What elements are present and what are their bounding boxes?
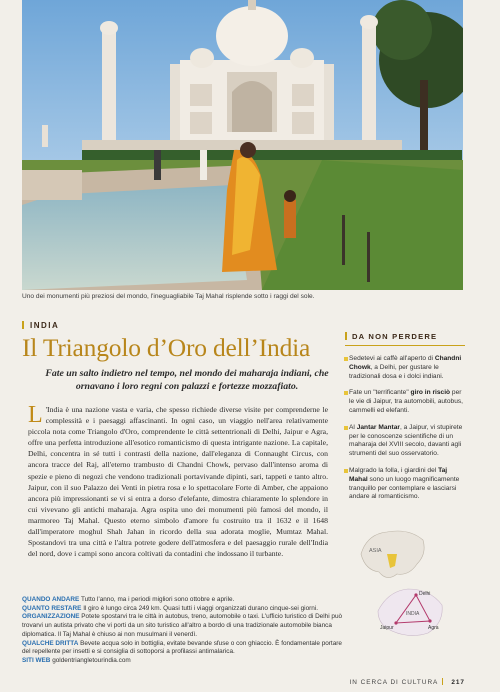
kicker-label: INDIA bbox=[30, 321, 60, 330]
info-text: Il giro è lungo circa 249 km. Quasi tutti i viaggi organizzati durano cinque-sei giorni. bbox=[83, 604, 319, 612]
info-row bbox=[22, 657, 347, 666]
info-text: Tutto l'anno, ma i periodi migliori sono ottobre e aprile. bbox=[80, 596, 235, 603]
info-key: ORGANIZZAZIONE bbox=[22, 613, 80, 621]
page-number: 217 bbox=[451, 679, 465, 686]
sidebar-item: Sedetevi ai caffè all'aperto di Chandni Chowk, a Delhi, per gustare le tradizionali dosa e i dolci indiani. bbox=[345, 355, 465, 381]
sidebar-item-highlight: giro in risciò bbox=[410, 389, 451, 397]
drop-cap: L bbox=[28, 402, 43, 428]
sidebar-heading bbox=[345, 332, 465, 346]
sidebar-item: Al Jantar Mantar, a Jaipur, vi stupirete per le conoscenze scientifiche di un maharaja del XVIII secolo, davanti agli strumenti del suo osservatorio. bbox=[345, 424, 465, 459]
golden-triangle-map bbox=[370, 583, 450, 639]
sidebar-item: Fate un "terrificante" giro in risciò per le vie di Jaipur, tra automobili, autobus, cammelli ed elefanti. bbox=[345, 389, 465, 415]
info-text: Bevete acqua solo in bottiglia, evitate bevande sfuse o con ghiaccio. È fondamentale portare del repellente per insetti e si consiglia di sottoporsi a profilassi antimalarica. bbox=[22, 639, 342, 656]
sidebar-bar bbox=[345, 332, 347, 340]
sidebar-da-non-perdere bbox=[345, 332, 465, 510]
info-row bbox=[22, 640, 347, 657]
info-text: Potete spostarvi tra le città in autobus, treno, automobile o taxi. L'ufficio turistico di Delhi può trovarvi un autista privato che vi porti da un sito turistico all'altro a bordo di una tradizionale automobile bianca diplomatica. Il Taj Mahal è chiuso ai non musulmani il venerdì. bbox=[22, 613, 343, 638]
asia-locator-map bbox=[357, 524, 429, 586]
footer-section: IN CERCA DI CULTURA bbox=[349, 679, 439, 686]
sidebar-item-highlight: Jantar Mantar bbox=[356, 423, 400, 431]
sidebar-item-highlight: Chandni Chowk bbox=[349, 355, 462, 371]
map-label-jaipur: Jaipur bbox=[380, 625, 394, 631]
map-label-india: INDIA bbox=[406, 611, 420, 617]
info-row bbox=[22, 605, 347, 614]
map-label-asia: ASIA bbox=[369, 548, 382, 554]
practical-info bbox=[22, 596, 347, 666]
body-paragraph: 'India è una nazione vasta e varia, che spesso richiede diverse visite per comprenderne le complessità e i paesaggi affascinanti. In ogni caso, un viaggio nell'area relativamente piccola nota come Triangolo d'Oro, comprendente le città settentrionali di Delhi, Jaipur e Agra, offre una perfetta introduzione all'esotico romanticismo di questa intrigante nazione. La capitale, Delhi, concentra in sé tutti i contrasti della nazione, dall'eleganza di Connaught Circus, con ancora tracce del Raj, all'eterno trambusto di Chandni Chowk, pervaso dall'intenso aroma di spezie e pieno di negozi che vendono tradizionali portavivande dipinti, sari, tappeti e tanto altro. Jaipur, con il suo Palazzo dei Venti in pietra rosa e lo spettacolare Forte di Amber, che appaiono ancora più impressionanti se vi si entra a dorso d'elefante, dimostra chiaramente lo splendore in cui vivevano gli antichi maharaja. Agra ospita uno dei monumenti più famosi del mondo, il marmoreo Taj Mahal. Questo eterno simbolo d'amore fu costruito tra il 1632 e il 1648 dall'imperatore moghul Shah Jahan in ricordo della sua adorata moglie, Mumtaz Mahal. Spostandovi tra una città e l'altra potrete godere dell'atmosfera e del paesaggio rurale dell'India del nord, dove i campi sono ancora coltivati da contadini che indossano il turbante. bbox=[28, 405, 328, 559]
page-footer bbox=[340, 678, 465, 686]
photo-caption: Uno dei monumenti più preziosi del mondo, l'ineguagliabile Taj Mahal risplende sotto i raggi del sole. bbox=[22, 293, 315, 300]
bullet-square-icon bbox=[344, 357, 348, 361]
info-key: QUANTO RESTARE bbox=[22, 604, 82, 612]
sidebar-heading-label: DA NON PERDERE bbox=[352, 332, 438, 341]
article-title: Il Triangolo d’Oro dell’India bbox=[22, 333, 311, 362]
bullet-square-icon bbox=[344, 469, 348, 473]
info-row bbox=[22, 596, 347, 605]
info-row bbox=[22, 613, 347, 639]
website-link[interactable]: goldentriangletourindia.com bbox=[52, 656, 131, 664]
sidebar-item-highlight: Taj Mahal bbox=[349, 466, 448, 483]
taj-mahal-photo bbox=[22, 0, 463, 290]
map-label-agra: Agra bbox=[428, 625, 439, 631]
article-subtitle: Fate un salto indietro nel tempo, nel mondo dei maharaja indiani, che ornavano i loro regni con palazzi e fortezze mozzafiato. bbox=[45, 368, 329, 392]
info-key: QUALCHE DRITTA bbox=[22, 639, 79, 647]
sidebar-item: Malgrado la folla, i giardini del Taj Mahal sono un luogo magnificamente tranquillo per contemplare e lasciarsi andare al romanticismo. bbox=[345, 467, 465, 502]
info-key: SITI WEB bbox=[22, 656, 51, 664]
bullet-square-icon bbox=[344, 391, 348, 395]
info-key: QUANDO ANDARE bbox=[22, 596, 80, 603]
kicker-bar bbox=[22, 321, 24, 329]
footer-divider bbox=[442, 678, 443, 685]
bullet-square-icon bbox=[344, 426, 348, 430]
article-body bbox=[28, 404, 328, 559]
section-kicker bbox=[22, 321, 59, 330]
map-label-delhi: Delhi bbox=[419, 591, 431, 597]
